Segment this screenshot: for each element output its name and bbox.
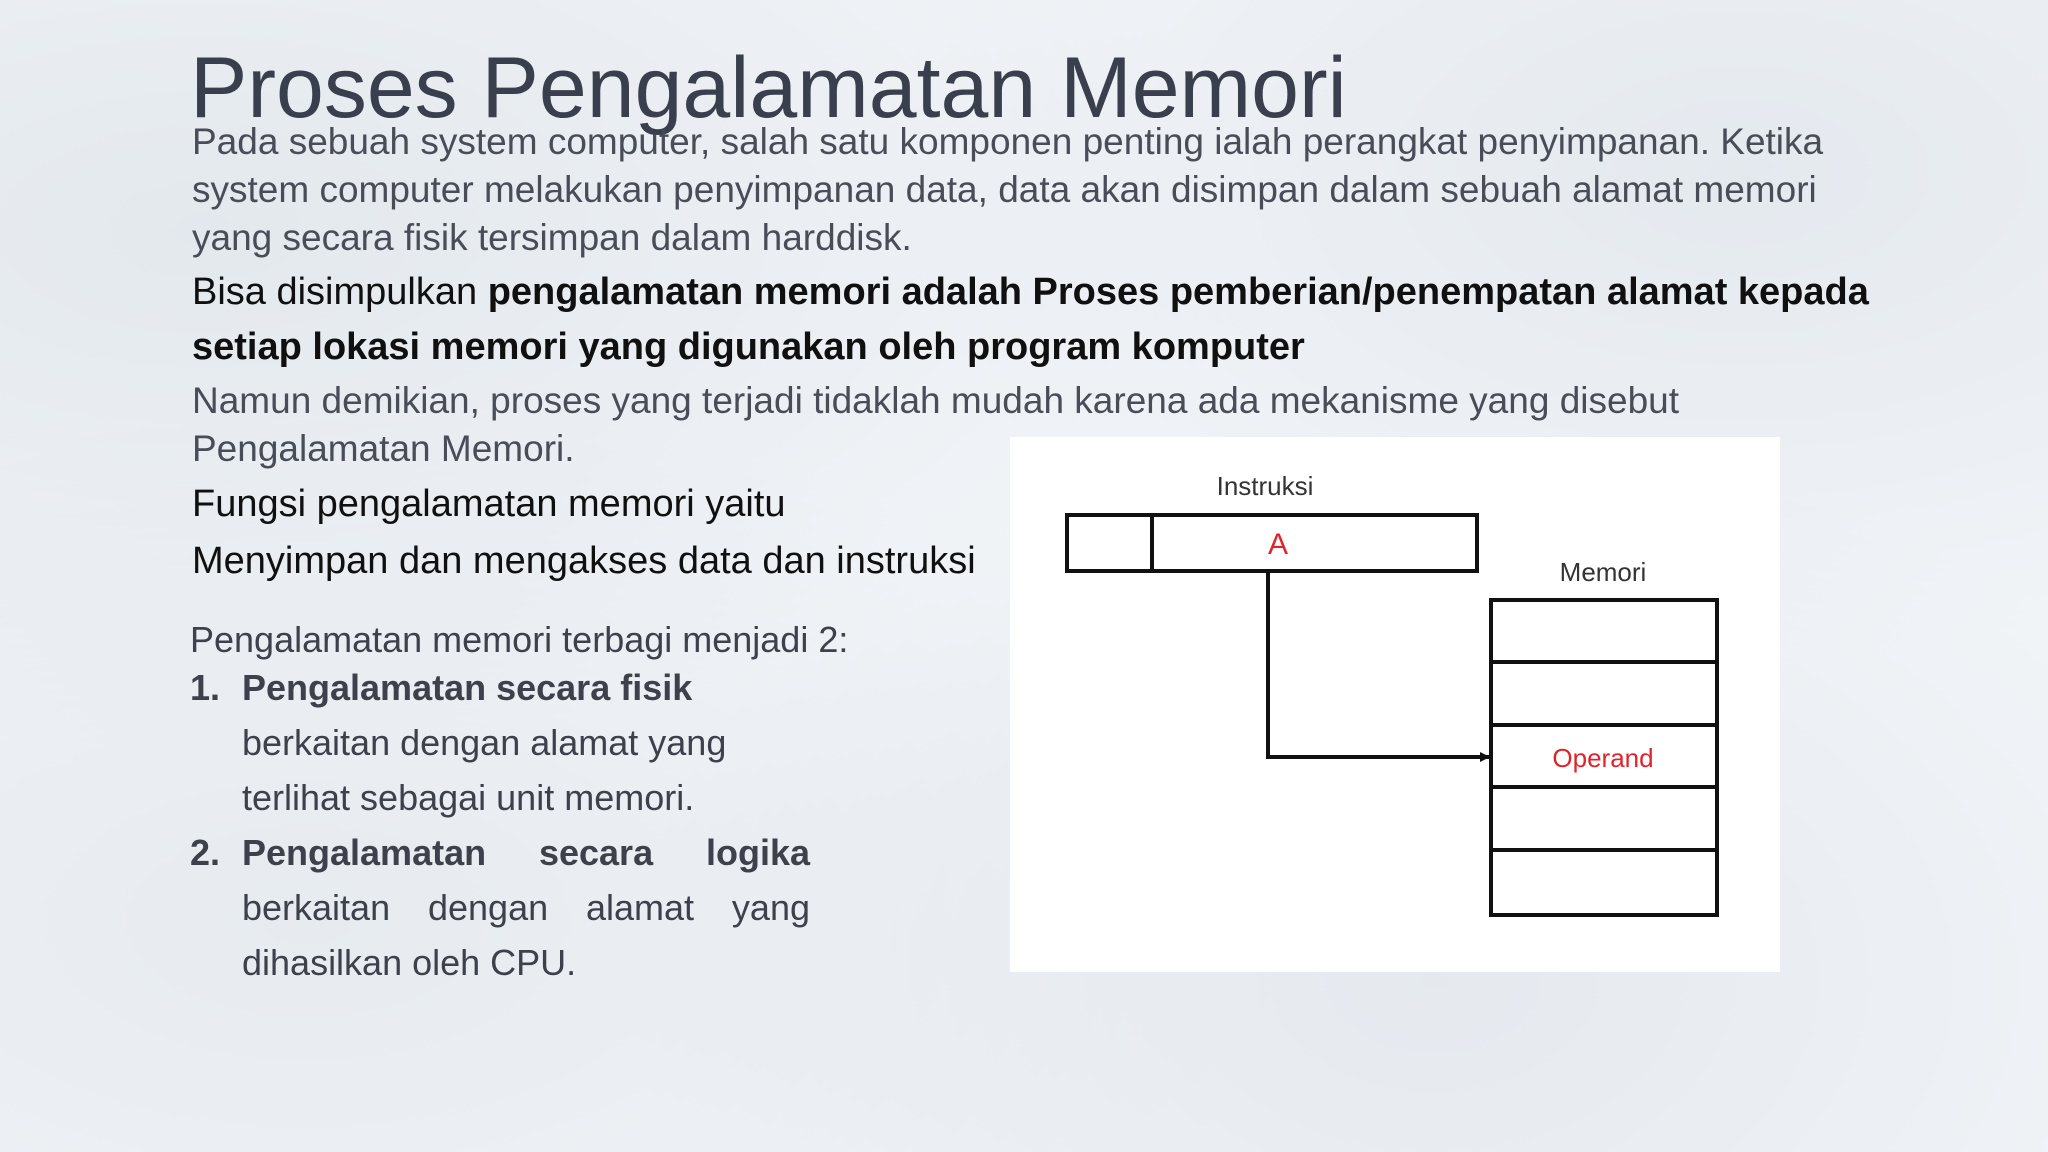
list-item-description: berkaitan dengan alamat yang dihasilkan oleh CPU. [242, 887, 810, 983]
memory-addressing-diagram [1010, 437, 1780, 972]
list-item-term: Pengalamatan secara logika [242, 832, 810, 873]
instruction-address-field: A [1267, 528, 1289, 561]
list-item-number: 2. [190, 832, 221, 873]
address-pointer-arrow [1268, 571, 1489, 757]
function-heading: Fungsi pengalamatan memori yaitu [192, 483, 786, 525]
function-text: Menyimpan dan mengakses data dan instruksi [192, 540, 976, 582]
conclusion-paragraph [192, 265, 1892, 375]
memory-label: Memori [1559, 557, 1647, 587]
intro-paragraph: Pada sebuah system computer, salah satu komponen penting ialah perangkat penyimpanan. Ketika system computer melakukan penyimpanan data, data akan disimpan dalam sebuah alamat memori yang secara fisik tersimpan dalam harddisk. [192, 121, 1824, 258]
operand-label: Operand [1552, 743, 1654, 773]
list-item [190, 660, 810, 825]
addressing-types-list [190, 660, 810, 990]
list-item-term: Pengalamatan secara fisik [242, 667, 693, 708]
function-block [192, 476, 1092, 590]
list-item-description: berkaitan dengan alamat yang terlihat sebagai unit memori. [242, 722, 727, 818]
diagram-svg [1010, 437, 1780, 972]
conclusion-prefix: Bisa disimpulkan [192, 271, 488, 313]
page-title: Proses Pengalamatan Memori [190, 40, 1347, 136]
split-heading: Pengalamatan memori terbagi menjadi 2: [190, 619, 849, 660]
second-paragraph: Namun demikian, proses yang terjadi tidaklah mudah karena ada mekanisme yang disebut Pengalamatan Memori. [192, 380, 1680, 469]
list-item-number: 1. [190, 667, 221, 708]
conclusion-definition: pengalamatan memori adalah Proses pemberian/penempatan alamat kepada setiap lokasi memori yang digunakan oleh program komputer [192, 271, 1869, 368]
instruction-label: Instruksi [1216, 471, 1314, 501]
list-item [190, 825, 810, 990]
